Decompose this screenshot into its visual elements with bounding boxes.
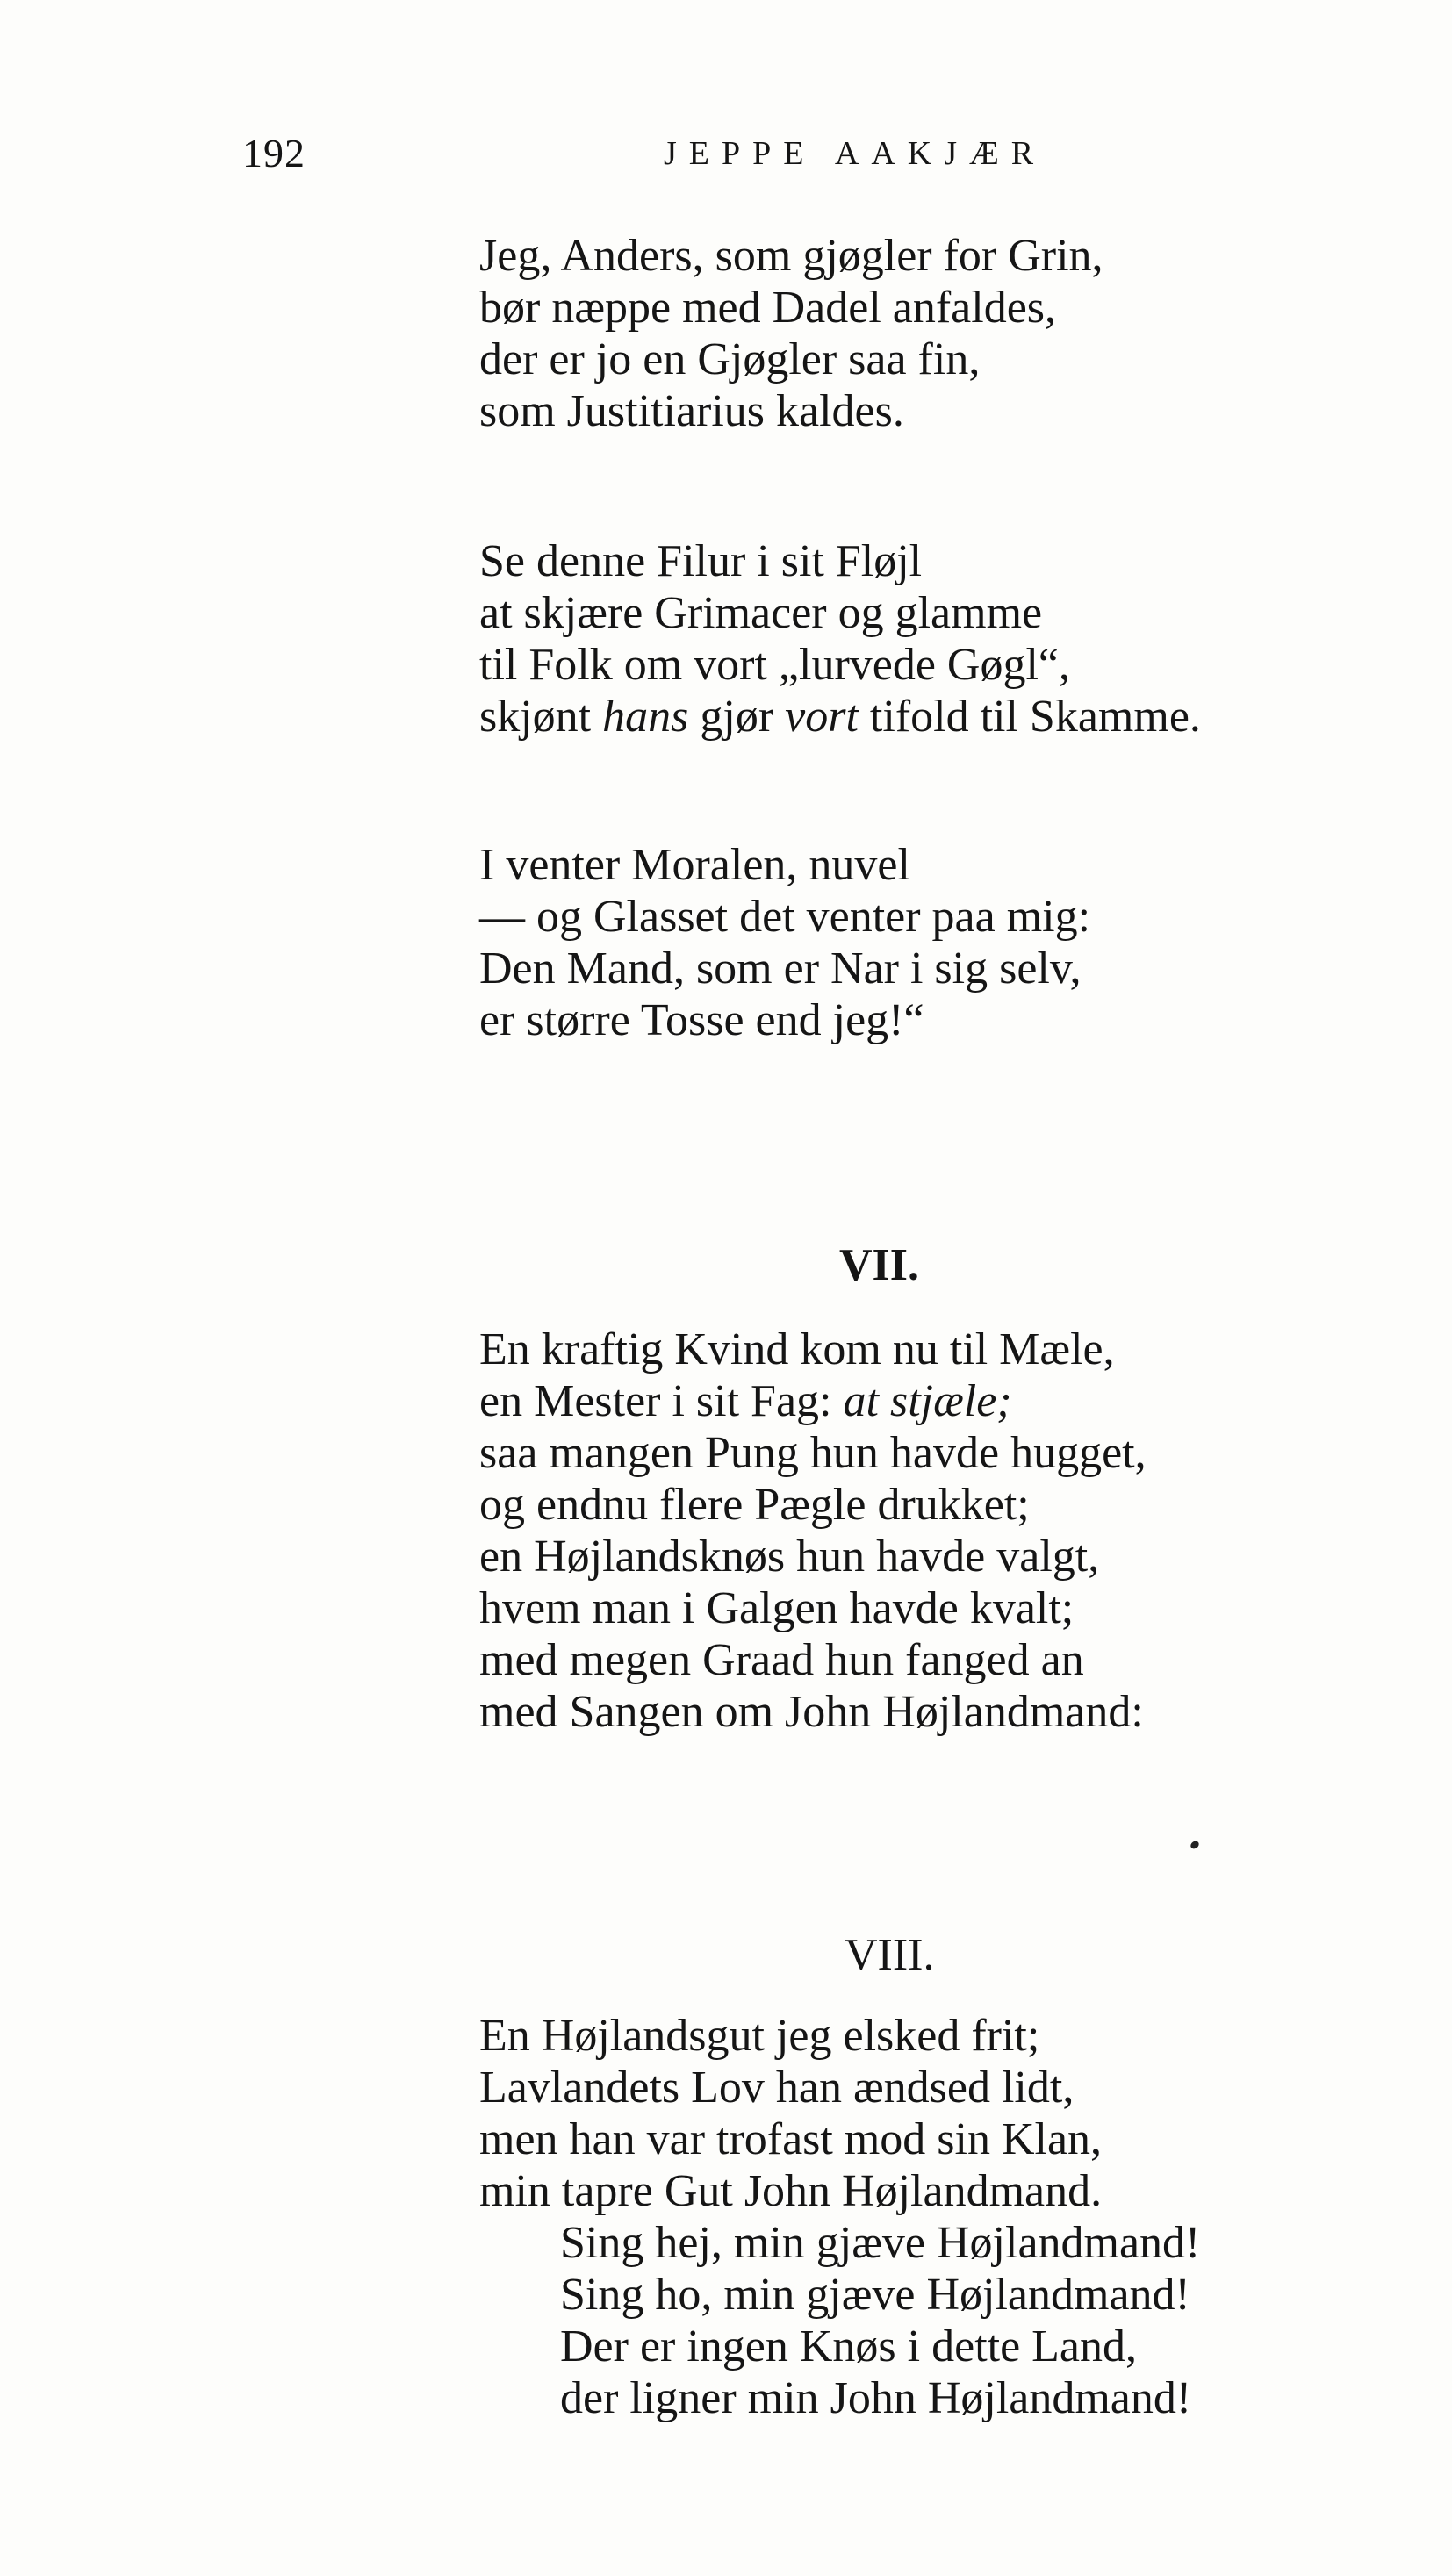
- verse-line: er større Tosse end jeg!“: [479, 995, 924, 1045]
- ink-speck: [1190, 1840, 1201, 1850]
- stanza-vii: [479, 1324, 1147, 1738]
- page-number: 192: [242, 131, 305, 176]
- verse-line: Den Mand, som er Nar i sig selv,: [479, 944, 1082, 994]
- verse-line: at skjære Grimacer og glamme: [479, 588, 1043, 638]
- section-heading-viii: VIII.: [845, 1930, 935, 1980]
- verse-line: [479, 1375, 1147, 1427]
- refrain-line: Der er ingen Knøs i dette Land,: [560, 2321, 1138, 2371]
- stanza-2: [479, 535, 1201, 743]
- section-heading-vii: VII.: [839, 1240, 920, 1290]
- verse-line: til Folk om vort „lurvede Gøgl“,: [479, 640, 1071, 690]
- verse-line: hvem man i Galgen havde kvalt;: [479, 1583, 1075, 1633]
- emphasis-text: at stjæle;: [843, 1376, 1012, 1426]
- verse-line: Lavlandets Lov han ændsed lidt,: [479, 2063, 1075, 2113]
- verse-line: [479, 691, 1201, 743]
- refrain-line: der ligner min John Højlandmand!: [560, 2373, 1192, 2423]
- verse-line: med Sangen om John Højlandmand:: [479, 1687, 1144, 1737]
- verse-line: Se denne Filur i sit Fløjl: [479, 536, 923, 586]
- stanza-3: [479, 839, 1090, 1046]
- verse-line: som Justitiarius kaldes.: [479, 386, 904, 436]
- verse-line: men han var trofast mod sin Klan,: [479, 2114, 1103, 2164]
- verse-line: min tapre Gut John Højlandmand.: [479, 2166, 1103, 2216]
- verse-line: bør næppe med Dadel anfaldes,: [479, 283, 1057, 333]
- verse-line: saa mangen Pung hun havde hugget,: [479, 1428, 1147, 1478]
- verse-text: skjønt: [479, 692, 603, 742]
- stanza-1: [479, 230, 1103, 437]
- verse-line: En Højlandsgut jeg elsked frit;: [479, 2011, 1040, 2061]
- verse-text: gjør: [688, 692, 786, 742]
- verse-line: I venter Moralen, nuvel: [479, 840, 910, 890]
- refrain-line: Sing ho, min gjæve Højlandmand!: [560, 2270, 1190, 2320]
- verse-text: en Mester i sit Fag:: [479, 1376, 844, 1426]
- verse-line: en Højlandsknøs hun havde valgt,: [479, 1532, 1100, 1582]
- running-title: JEPPE AAKJÆR: [664, 135, 1046, 172]
- verse-line: — og Glasset det venter paa mig:: [479, 892, 1091, 942]
- verse-line: og endnu flere Pægle drukket;: [479, 1480, 1030, 1530]
- verse-line: der er jo en Gjøgler saa fin,: [479, 334, 981, 384]
- verse-line: Jeg, Anders, som gjøgler for Grin,: [479, 231, 1103, 281]
- refrain-line: Sing hej, min gjæve Højlandmand!: [560, 2218, 1201, 2268]
- stanza-viii: [479, 2010, 1200, 2424]
- verse-line: med megen Graad hun fanged an: [479, 1635, 1084, 1685]
- verse-text: tifold til Skamme.: [858, 692, 1201, 742]
- emphasis-text: hans: [602, 692, 689, 742]
- verse-line: En kraftig Kvind kom nu til Mæle,: [479, 1324, 1115, 1374]
- emphasis-text: vort: [785, 692, 859, 742]
